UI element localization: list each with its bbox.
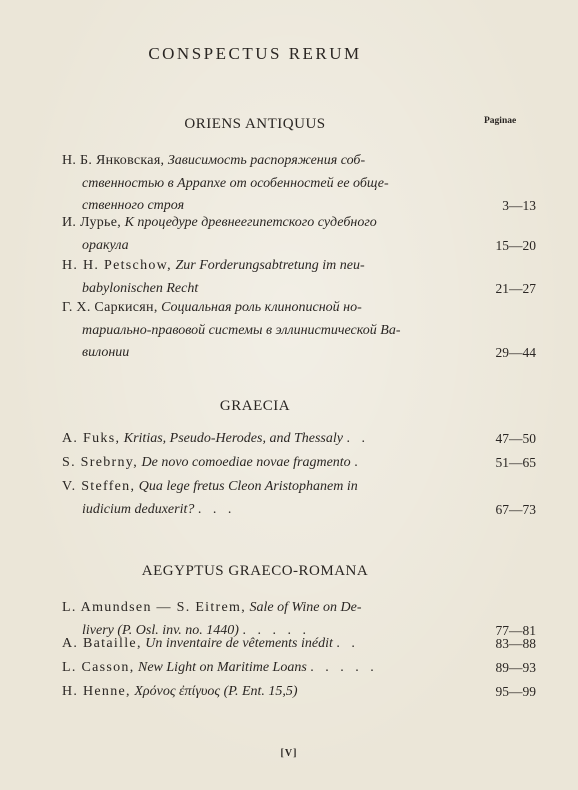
toc-entry: S. Srebrny, De novo comoediae novae fragmento . 51—65: [62, 452, 536, 475]
toc-entry: A. Fuks, Kritias, Pseudo-Herodes, and Thessaly . . 47—50: [62, 428, 536, 451]
entry-work: Qua lege fretus Cleon Aristophanem in: [138, 479, 358, 494]
entry-author: H. Henne,: [62, 684, 131, 699]
entry-work: ственностью в Аррапхе от особенностей ее обще-: [82, 175, 389, 191]
entry-pages: 51—65: [495, 455, 536, 470]
entry-pages: 89—93: [495, 660, 536, 675]
entry-pages: 47—50: [495, 431, 536, 446]
entry-pages: 29—44: [495, 345, 536, 360]
toc-entry: [62, 255, 536, 300]
entry-author: S. Srebrny,: [62, 455, 139, 470]
toc-entry: V. Steffen, Qua lege fretus Cleon Aristophanem in iudicium deduxerit? . . . 67—73: [62, 476, 536, 521]
entry-work: babylonischen Recht: [82, 280, 199, 296]
entry-work: Zur Forderungsabtretung im neu-: [175, 258, 365, 273]
entry-author: V. Steffen,: [62, 479, 136, 494]
entry-work: оракула: [82, 237, 129, 253]
toc-entry: L. Amundsen — S. Eitrem, Sale of Wine on De- livery (P. Osl. inv. no. 1440) . . . . . 77—81: [62, 597, 536, 642]
entry-work: Χρόνος ἐπίγυος (P. Ent. 15,5): [134, 684, 298, 699]
entry-author: H. H. Petschow,: [62, 258, 172, 273]
entry-pages: 77—81: [495, 622, 536, 638]
section-heading-aegyptus: AEGYPTUS GRAECO-ROMANA: [141, 563, 369, 579]
entry-work: iudicium deduxerit?: [82, 501, 195, 517]
entry-work: New Light on Maritime Loans: [138, 660, 307, 675]
entry-pages: 21—27: [495, 280, 536, 296]
toc-entry: [62, 212, 536, 257]
entry-author: L. Amundsen — S. Eitrem,: [62, 600, 247, 615]
entry-work: De novo comoediae novae fragmento: [141, 455, 351, 470]
entry-work: тариально-правовой системы в эллинистической Ва-: [82, 322, 401, 338]
section-heading-graecia: GRAECIA: [219, 398, 291, 414]
entry-author: Г. Х. Саркисян,: [62, 300, 158, 315]
entry-author: A. Bataille,: [62, 636, 142, 651]
entry-pages: 95—99: [495, 684, 536, 699]
entry-author: L. Casson,: [62, 660, 135, 675]
entry-author: И. Лурье,: [62, 215, 122, 230]
entry-pages: 15—20: [495, 237, 536, 253]
entry-author: A. Fuks,: [62, 431, 121, 446]
entry-pages: 67—73: [495, 501, 536, 517]
entry-pages: 83—88: [495, 636, 536, 651]
toc-entry: A. Bataille, Un inventaire de vêtements inédit . . 83—88: [62, 633, 536, 656]
entry-work: Sale of Wine on De-: [249, 600, 362, 615]
entry-author: Н. Б. Янковская,: [62, 153, 165, 168]
page-number: [V]: [280, 748, 298, 759]
section-heading-oriens: ORIENS ANTIQUUS: [184, 116, 326, 132]
entry-pages: 3—13: [502, 198, 536, 213]
entry-work: Социальная роль клинописной но-: [161, 300, 362, 315]
entry-work: Kritias, Pseudo-Herodes, and Thessaly: [123, 431, 343, 446]
entry-work: К процедуре древнеегипетского судебного: [124, 215, 377, 230]
toc-entry: [62, 150, 536, 218]
toc-entry: [62, 681, 536, 704]
page-title: CONSPECTUS RERUM: [148, 44, 362, 63]
entry-work: Un inventaire de vêtements inédit: [145, 636, 333, 651]
entry-work: ственного строя: [82, 198, 185, 213]
entry-work: livery (P. Osl. inv. no. 1440): [82, 622, 239, 638]
entry-work: вилонии: [82, 345, 130, 360]
entry-work: Зависимость распоряжения соб-: [167, 153, 366, 168]
paginae-label: Paginae: [484, 116, 517, 126]
toc-entry: [62, 297, 536, 365]
toc-entry: L. Casson, New Light on Maritime Loans . . . . . 89—93: [62, 657, 536, 680]
